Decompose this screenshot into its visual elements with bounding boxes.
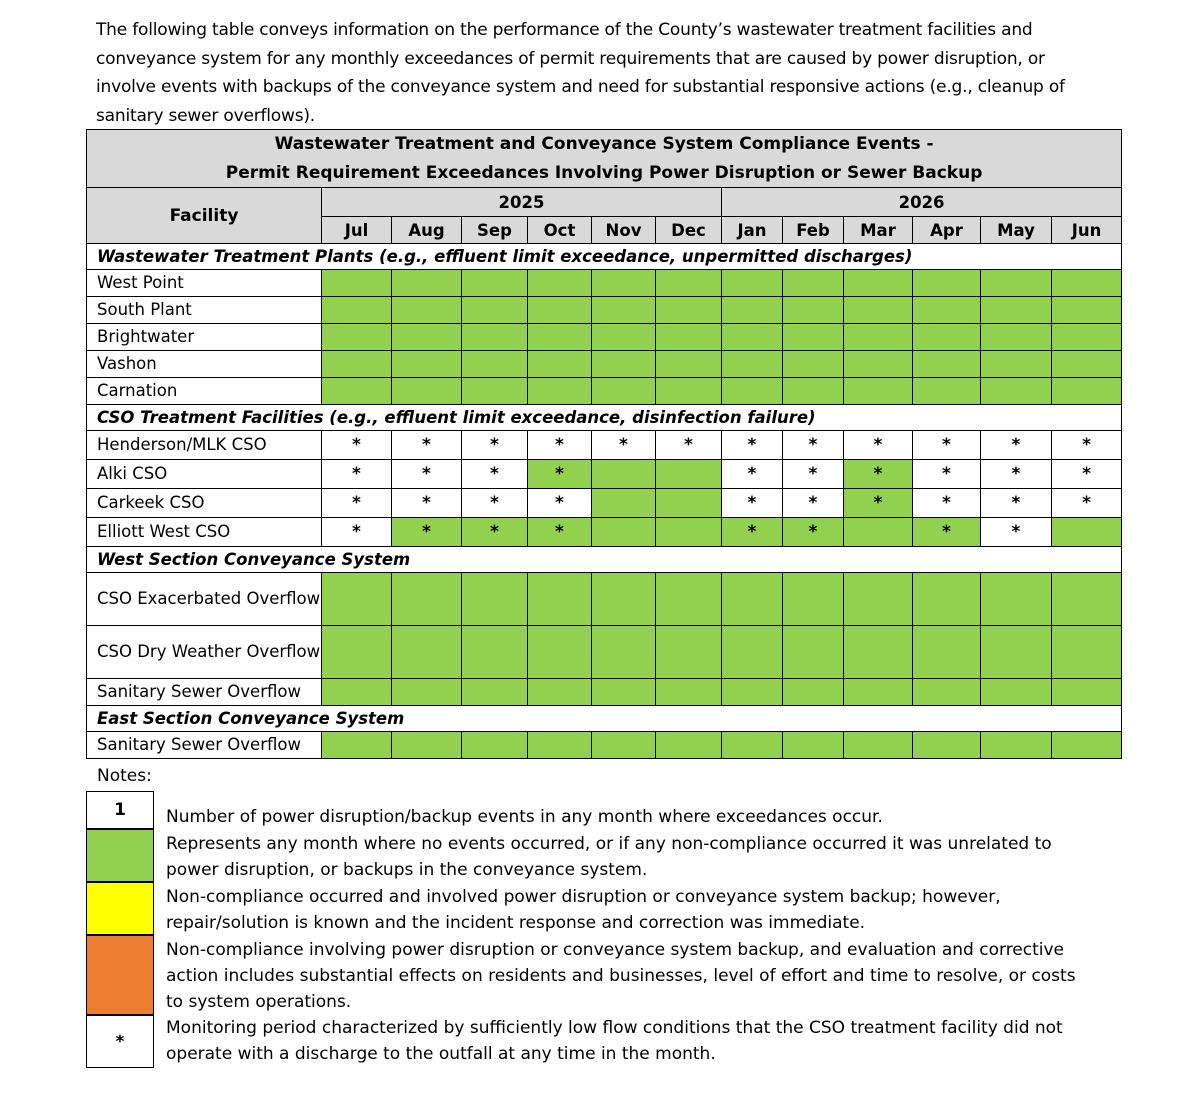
status-cell-green [722, 324, 783, 351]
status-cell-green [981, 297, 1052, 324]
facility-name: Vashon [87, 351, 322, 378]
facility-name: Sanitary Sewer Overflow [87, 679, 322, 706]
status-cell-green [1052, 732, 1122, 759]
status-cell-white: * [722, 489, 783, 518]
status-cell-green [592, 297, 656, 324]
status-cell-green [656, 297, 722, 324]
status-cell-green [1052, 351, 1122, 378]
status-cell-white: * [913, 460, 981, 489]
status-cell-white: * [783, 489, 844, 518]
status-cell-green [981, 573, 1052, 626]
status-cell-green [392, 351, 462, 378]
month-header: Mar [844, 217, 913, 244]
legend-swatch-yellow [86, 882, 154, 935]
status-cell-green: * [528, 518, 592, 547]
status-cell-white: * [392, 460, 462, 489]
table-row [87, 460, 1122, 489]
facility-name: CSO Exacerbated Overflow [87, 573, 322, 626]
status-cell-green [981, 378, 1052, 405]
intro-paragraph: The following table conveys information on the performance of the County’s wastewater treatment facilities and conveyance system for any monthly exceedances of permit requirements that are caused by power disruption, or involve events with backups of the conveyance system and need for substantial responsive actions (e.g., cleanup of sanitary sewer overflows). [96, 20, 1065, 126]
status-cell-green [392, 378, 462, 405]
status-cell-white: * [844, 431, 913, 460]
status-cell-green: * [528, 460, 592, 489]
status-cell-green [592, 270, 656, 297]
month-header: Jul [322, 217, 392, 244]
status-cell-green [322, 732, 392, 759]
legend-text-asterisk: Monitoring period characterized by sufficiently low flow conditions that the CSO treatment facility did not operate with a discharge to the outfall at any time in the month. [166, 1018, 1063, 1064]
table-row [87, 431, 1122, 460]
status-cell-green [844, 297, 913, 324]
status-cell-green [913, 351, 981, 378]
status-cell-green [722, 297, 783, 324]
status-cell-green [981, 679, 1052, 706]
status-cell-green [783, 378, 844, 405]
status-cell-green [783, 573, 844, 626]
year-header-2026: 2026 [722, 188, 1122, 217]
status-cell-green [462, 378, 528, 405]
status-cell-white: * [913, 489, 981, 518]
status-cell-white: * [528, 489, 592, 518]
year-header-2025: 2025 [322, 188, 722, 217]
status-cell-green [981, 732, 1052, 759]
status-cell-green [528, 679, 592, 706]
status-cell-green [783, 297, 844, 324]
legend-text-count: Number of power disruption/backup events in any month where exceedances occur. [166, 807, 883, 827]
status-cell-green [656, 573, 722, 626]
status-cell-green [913, 324, 981, 351]
month-header: Nov [592, 217, 656, 244]
status-cell-green [528, 378, 592, 405]
table-row [87, 626, 1122, 679]
table-title-line2: Permit Requirement Exceedances Involving Power Disruption or Sewer Backup [225, 162, 983, 183]
status-cell-green [392, 626, 462, 679]
status-cell-green [462, 297, 528, 324]
status-cell-green [722, 626, 783, 679]
status-cell-green [783, 626, 844, 679]
table-row [87, 378, 1122, 405]
table-row [87, 679, 1122, 706]
status-cell-green [322, 351, 392, 378]
month-header: Sep [462, 217, 528, 244]
month-header: Apr [913, 217, 981, 244]
status-cell-green [844, 518, 913, 547]
status-cell-white: * [322, 431, 392, 460]
status-cell-green [913, 626, 981, 679]
legend-text-green: Represents any month where no events occurred, or if any non-compliance occurred it was unrelated to power disruption, or backups in the conveyance system. [166, 834, 1052, 880]
status-cell-white: * [722, 460, 783, 489]
status-cell-green [844, 351, 913, 378]
status-cell-white: * [656, 431, 722, 460]
status-cell-white: * [913, 431, 981, 460]
status-cell-green [528, 573, 592, 626]
status-cell-white: * [392, 489, 462, 518]
table-row [87, 324, 1122, 351]
status-cell-green [1052, 324, 1122, 351]
status-cell-green [322, 297, 392, 324]
status-cell-green [844, 270, 913, 297]
status-cell-green [528, 297, 592, 324]
status-cell-green [783, 732, 844, 759]
section-header: East Section Conveyance System [87, 706, 1122, 732]
status-cell-green [844, 679, 913, 706]
status-cell-green [656, 460, 722, 489]
status-cell-green [913, 732, 981, 759]
status-cell-green [392, 324, 462, 351]
status-cell-green [656, 732, 722, 759]
status-cell-green [462, 270, 528, 297]
status-cell-green [392, 679, 462, 706]
status-cell-green [592, 351, 656, 378]
month-header: Oct [528, 217, 592, 244]
status-cell-white: * [981, 489, 1052, 518]
status-cell-green [462, 324, 528, 351]
status-cell-green [656, 324, 722, 351]
status-cell-green [528, 324, 592, 351]
facility-name: Carnation [87, 378, 322, 405]
status-cell-green [392, 573, 462, 626]
status-cell-green [783, 324, 844, 351]
month-header: Jun [1052, 217, 1122, 244]
status-cell-green: * [913, 518, 981, 547]
status-cell-green [462, 732, 528, 759]
status-cell-green [322, 324, 392, 351]
legend-box-asterisk: * [86, 1015, 154, 1068]
status-cell-green [656, 626, 722, 679]
status-cell-white: * [783, 460, 844, 489]
status-cell-green [981, 626, 1052, 679]
status-cell-green [913, 573, 981, 626]
status-cell-green: * [844, 460, 913, 489]
status-cell-green [1052, 270, 1122, 297]
status-cell-white: * [981, 518, 1052, 547]
status-cell-green [981, 270, 1052, 297]
status-cell-white: * [1052, 431, 1122, 460]
month-header: Jan [722, 217, 783, 244]
status-cell-green: * [844, 489, 913, 518]
status-cell-green [1052, 626, 1122, 679]
status-cell-white: * [1052, 460, 1122, 489]
status-cell-green [722, 378, 783, 405]
status-cell-white: * [392, 431, 462, 460]
section-header: CSO Treatment Facilities (e.g., effluent limit exceedance, disinfection failure) [87, 405, 1122, 431]
status-cell-white: * [981, 460, 1052, 489]
status-cell-white: * [462, 431, 528, 460]
status-cell-green: * [392, 518, 462, 547]
status-cell-green [392, 270, 462, 297]
status-cell-green [528, 270, 592, 297]
facility-name: Sanitary Sewer Overflow [87, 732, 322, 759]
status-cell-green [656, 351, 722, 378]
status-cell-green [913, 297, 981, 324]
status-cell-white: * [592, 431, 656, 460]
month-header: May [981, 217, 1052, 244]
status-cell-green [528, 351, 592, 378]
legend-swatch-orange [86, 935, 154, 1015]
facility-name: Elliott West CSO [87, 518, 322, 547]
legend-box-count: 1 [86, 791, 154, 829]
status-cell-white: * [322, 460, 392, 489]
status-cell-green [656, 518, 722, 547]
status-cell-white: * [462, 460, 528, 489]
compliance-table-container [86, 129, 1122, 759]
status-cell-green [722, 732, 783, 759]
status-cell-green [322, 679, 392, 706]
status-cell-green [656, 270, 722, 297]
status-cell-green [783, 270, 844, 297]
status-cell-green [844, 573, 913, 626]
status-cell-green [592, 489, 656, 518]
status-cell-green [462, 351, 528, 378]
status-cell-white: * [462, 489, 528, 518]
section-header: West Section Conveyance System [87, 547, 1122, 573]
status-cell-white: * [1052, 489, 1122, 518]
status-cell-green [844, 732, 913, 759]
facility-name: South Plant [87, 297, 322, 324]
compliance-table [86, 129, 1122, 759]
table-row [87, 518, 1122, 547]
status-cell-white: * [322, 518, 392, 547]
status-cell-green [322, 270, 392, 297]
status-cell-green [462, 679, 528, 706]
table-title [87, 130, 1122, 188]
status-cell-green [913, 270, 981, 297]
status-cell-green [981, 324, 1052, 351]
table-title-line1: Wastewater Treatment and Conveyance System Compliance Events - [274, 134, 934, 154]
status-cell-green [462, 573, 528, 626]
table-row [87, 573, 1122, 626]
facility-name: West Point [87, 270, 322, 297]
status-cell-green [592, 732, 656, 759]
status-cell-green [981, 351, 1052, 378]
status-cell-green [722, 573, 783, 626]
status-cell-green [656, 679, 722, 706]
status-cell-white: * [783, 431, 844, 460]
status-cell-white: * [722, 431, 783, 460]
facility-name: Brightwater [87, 324, 322, 351]
status-cell-green: * [722, 518, 783, 547]
status-cell-green: * [783, 518, 844, 547]
status-cell-green [392, 297, 462, 324]
status-cell-green [592, 518, 656, 547]
table-row [87, 489, 1122, 518]
facility-name: CSO Dry Weather Overflow [87, 626, 322, 679]
section-header: Wastewater Treatment Plants (e.g., effluent limit exceedance, unpermitted discharges) [87, 244, 1122, 270]
status-cell-green [913, 679, 981, 706]
facility-name: Alki CSO [87, 460, 322, 489]
status-cell-green [592, 573, 656, 626]
status-cell-white: * [981, 431, 1052, 460]
notes-label: Notes: [97, 766, 152, 786]
table-row [87, 732, 1122, 759]
status-cell-green [844, 378, 913, 405]
status-cell-green [322, 378, 392, 405]
month-header: Feb [783, 217, 844, 244]
status-cell-green [592, 324, 656, 351]
status-cell-green [722, 679, 783, 706]
status-cell-white: * [322, 489, 392, 518]
status-cell-green [392, 732, 462, 759]
status-cell-green [656, 378, 722, 405]
status-cell-green [528, 626, 592, 679]
status-cell-green [1052, 679, 1122, 706]
status-cell-green [592, 679, 656, 706]
status-cell-green: * [462, 518, 528, 547]
status-cell-green [1052, 573, 1122, 626]
status-cell-green [592, 626, 656, 679]
status-cell-green [322, 626, 392, 679]
month-header: Dec [656, 217, 722, 244]
status-cell-green [1052, 378, 1122, 405]
status-cell-green [592, 460, 656, 489]
table-row [87, 351, 1122, 378]
status-cell-green [322, 573, 392, 626]
table-row [87, 270, 1122, 297]
facility-name: Henderson/MLK CSO [87, 431, 322, 460]
status-cell-green [783, 679, 844, 706]
month-header: Aug [392, 217, 462, 244]
status-cell-green [844, 324, 913, 351]
legend-swatch-green [86, 829, 154, 882]
table-row [87, 297, 1122, 324]
status-cell-green [844, 626, 913, 679]
facility-column-header: Facility [87, 188, 322, 244]
status-cell-green [722, 351, 783, 378]
status-cell-green [1052, 297, 1122, 324]
table-body [87, 244, 1122, 759]
status-cell-green [528, 732, 592, 759]
legend-text-yellow: Non-compliance occurred and involved power disruption or conveyance system backup; however, repair/solution is known and the incident response and correction was immediate. [166, 887, 1001, 933]
status-cell-green [1052, 518, 1122, 547]
status-cell-white: * [528, 431, 592, 460]
status-cell-green [722, 270, 783, 297]
facility-name: Carkeek CSO [87, 489, 322, 518]
status-cell-green [462, 626, 528, 679]
status-cell-green [783, 351, 844, 378]
status-cell-green [913, 378, 981, 405]
status-cell-green [656, 489, 722, 518]
legend-text-orange: Non-compliance involving power disruption or conveyance system backup, and evaluation and corrective action includes substantial effects on residents and businesses, level of effort and time to resolve, or costs to system operations. [166, 940, 1076, 1012]
status-cell-green [592, 378, 656, 405]
